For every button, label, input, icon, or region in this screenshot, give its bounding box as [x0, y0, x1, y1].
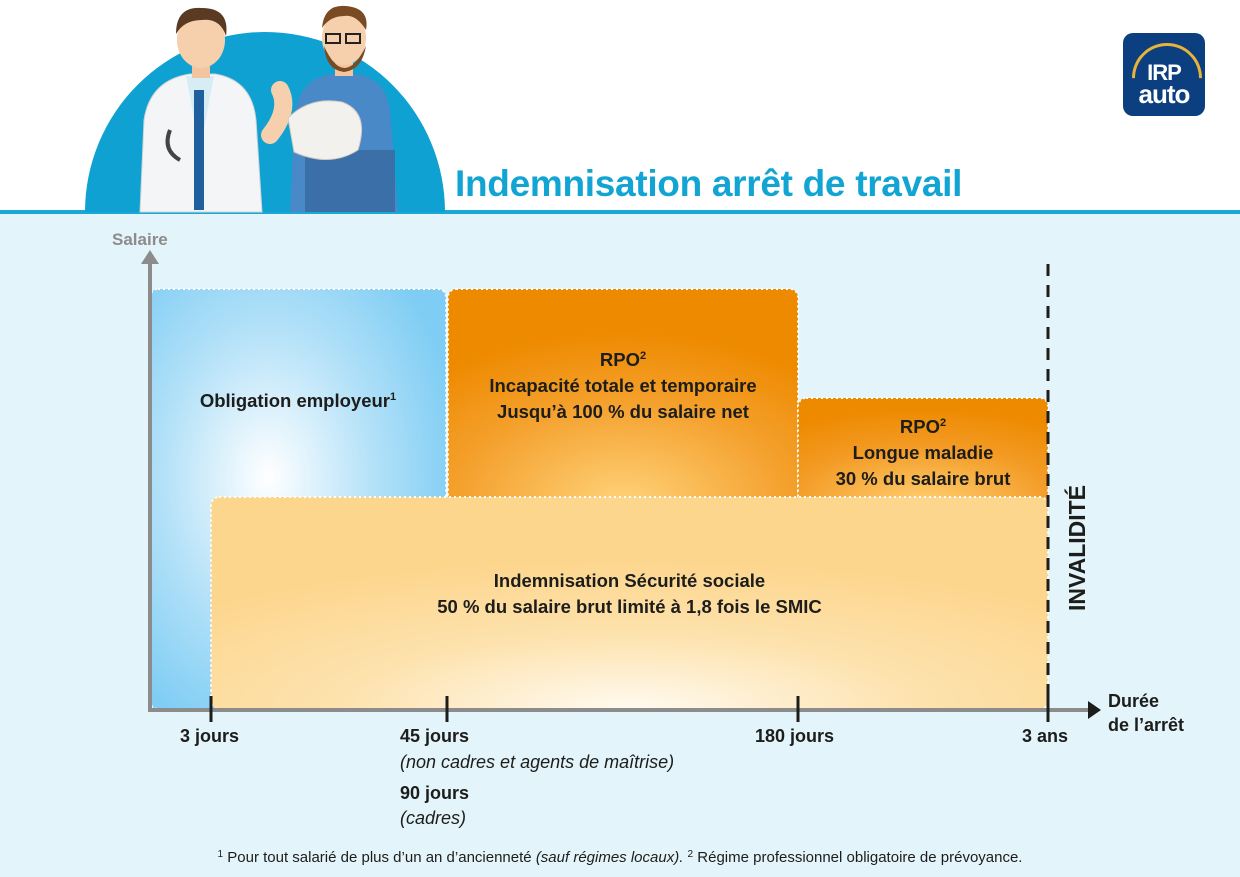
footnote [0, 849, 1240, 866]
logo-text-irp: IRP [1147, 60, 1181, 85]
footnote-marker-1: 1 [217, 849, 224, 860]
x-axis-label-line2: de l’arrêt [1108, 715, 1185, 735]
rpo-long-illness-label [798, 410, 1048, 492]
footnote-ref-2b: 2 [939, 417, 947, 429]
invalidity-label: INVALIDITÉ [1064, 484, 1090, 612]
employer-obligation-text: Obligation employeur [199, 390, 391, 411]
social-security-line1: Indemnisation Sécurité sociale [493, 570, 766, 591]
footnote-marker-2: 2 [687, 849, 694, 860]
tick-note-cadres: (cadres) [400, 808, 467, 828]
tick-label-3-jours: 3 jours [180, 726, 240, 746]
rpo-long-illness-title: RPO [899, 416, 940, 437]
footnote-italic-1: (sauf régimes locaux). [535, 849, 684, 866]
x-axis-label [1108, 689, 1184, 737]
tick-label-90-jours: 90 jours [400, 783, 470, 803]
y-axis-label: Salaire [112, 230, 168, 249]
tick-label-180-jours: 180 jours [755, 726, 835, 746]
x-axis-label-line1: Durée [1108, 691, 1160, 711]
footnote-text-2: Régime professionnel obligatoire de prévoyance. [697, 849, 1023, 866]
footnote-text-1: Pour tout salarié de plus d’un an d’ancienneté [227, 849, 532, 866]
tick-note-non-cadres: (non cadres et agents de maîtrise) [400, 752, 675, 772]
rpo-incapacity-line2: Jusqu’à 100 % du salaire net [497, 401, 749, 422]
page-title: Indemnisation arrêt de travail [455, 163, 963, 204]
rpo-long-illness-line2: 30 % du salaire brut [835, 468, 1011, 489]
logo-text-auto: auto [1138, 79, 1190, 109]
social-security-line2: 50 % du salaire brut limité à 1,8 fois le SMIC [437, 596, 822, 617]
rpo-incapacity-label [448, 343, 798, 425]
social-security-label [211, 568, 1048, 620]
employer-obligation-label [150, 384, 446, 414]
tick-label-3-ans: 3 ans [1022, 726, 1069, 746]
footnote-ref-2: 2 [639, 350, 647, 362]
y-axis-arrow [141, 250, 159, 264]
rpo-incapacity-line1: Incapacité totale et temporaire [489, 375, 757, 396]
rpo-incapacity-title: RPO [599, 349, 640, 370]
x-axis-arrow [1088, 701, 1101, 719]
footnote-ref-1: 1 [390, 391, 397, 403]
rpo-long-illness-line1: Longue maladie [852, 442, 994, 463]
tick-label-45-jours: 45 jours [400, 726, 470, 746]
